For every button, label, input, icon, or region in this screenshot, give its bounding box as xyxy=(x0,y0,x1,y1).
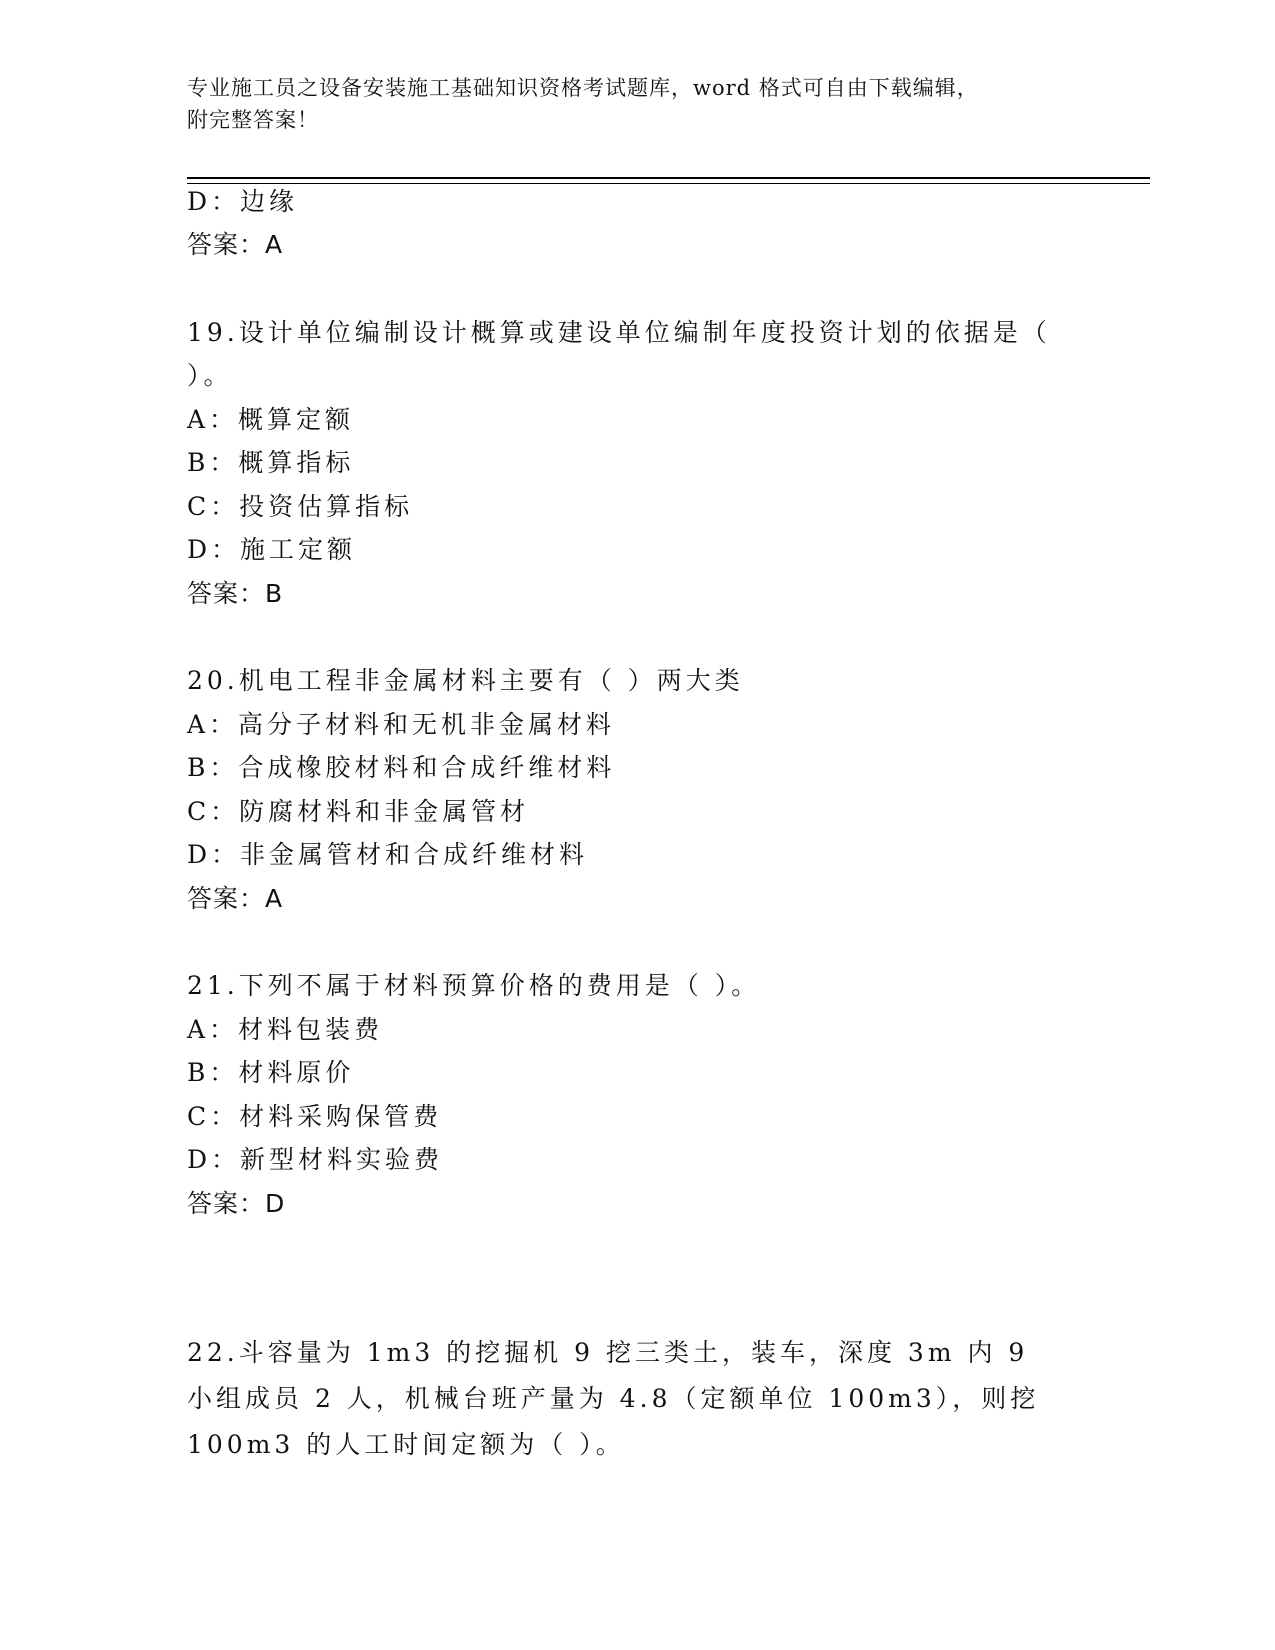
q20-option-d: D：非金属管材和合成纤维材料 xyxy=(187,840,589,869)
q19-option-c: C：投资估算指标 xyxy=(187,492,414,521)
header-title-line-2: 附完整答案！ xyxy=(187,108,319,132)
q20-answer: 答案：A xyxy=(187,884,284,913)
q21-option-a: A：材料包装费 xyxy=(187,1015,384,1044)
q21-answer: 答案：D xyxy=(187,1189,286,1218)
header-divider-thin xyxy=(187,183,1150,184)
q19-question-line-2: ）。 xyxy=(187,361,233,390)
header-title-line-1: 专业施工员之设备安装施工基础知识资格考试题库，word 格式可自由下载编辑， xyxy=(187,76,979,100)
q21-option-b: B：材料原价 xyxy=(187,1058,355,1087)
q20-option-b: B：合成橡胶材料和合成纤维材料 xyxy=(187,753,616,782)
q19-answer: 答案：B xyxy=(187,579,284,608)
q21-option-d: D：新型材料实验费 xyxy=(187,1145,444,1174)
document-header xyxy=(187,72,1167,136)
q19-option-a: A：概算定额 xyxy=(187,405,355,434)
prev-option-d: D：边缘 xyxy=(187,187,299,216)
prev-answer: 答案：A xyxy=(187,230,284,259)
q22-question: 22.斗容量为 1m3 的挖掘机 9 挖三类土，装车，深度 3m 内 9 小组成员 2 人，机械台班产量为 4.8（定额单位 100m3），则挖 100m3 的人工时间定额为（ ）。 xyxy=(187,1338,1040,1459)
q21-option-c: C：材料采购保管费 xyxy=(187,1102,443,1131)
q20-option-c: C：防腐材料和非金属管材 xyxy=(187,797,530,826)
q19-question-line-1: 19.设计单位编制设计概算或建设单位编制年度投资计划的依据是（ xyxy=(187,318,1051,347)
q21-question: 21.下列不属于材料预算价格的费用是（ ）。 xyxy=(187,971,761,1000)
q20-question: 20.机电工程非金属材料主要有（ ）两大类 xyxy=(187,666,744,695)
header-divider-thick xyxy=(187,177,1150,179)
q19-option-b: B：概算指标 xyxy=(187,448,355,477)
q20-option-a: A：高分子材料和无机非金属材料 xyxy=(187,710,616,739)
q19-option-d: D：施工定额 xyxy=(187,535,357,564)
